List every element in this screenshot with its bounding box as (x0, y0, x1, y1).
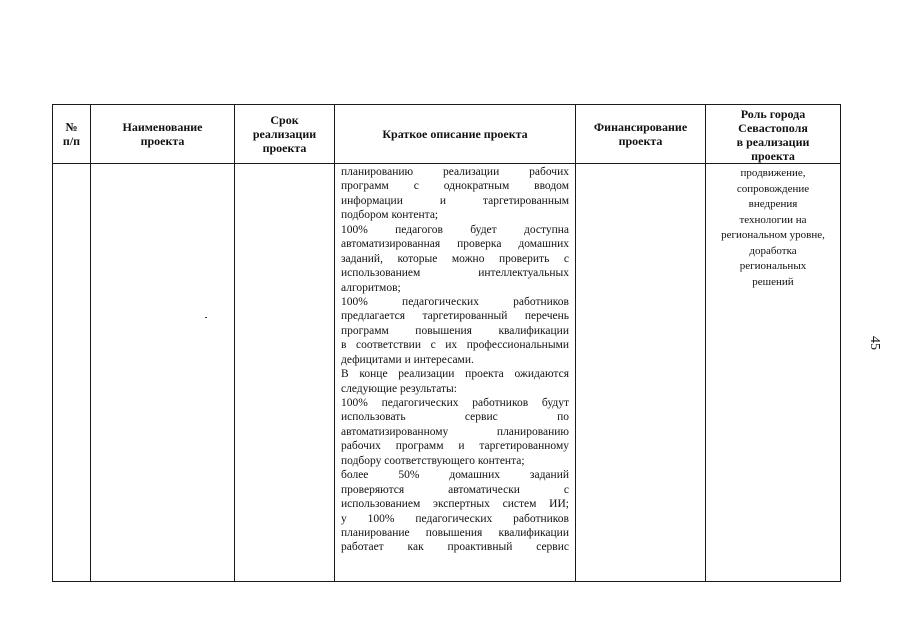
description-line: использованием экспертных систем ИИ; (341, 498, 569, 511)
header-role (706, 105, 841, 164)
table-row (53, 164, 841, 582)
description-line: в соответствии с их профессиональными (341, 339, 569, 352)
role-line: региональных (739, 260, 807, 272)
description-line: алгоритмов; (341, 281, 401, 294)
header-description (335, 105, 576, 164)
description-line: программ с однократным вводом (341, 180, 569, 193)
description-line: программ повышения квалификации (341, 324, 569, 337)
cell-description (335, 164, 576, 582)
header-number-text: № п/п (62, 120, 81, 148)
description-line: рабочих программ и таргетированному (341, 440, 569, 453)
header-project-name (91, 105, 235, 164)
role-line: сопровождение (736, 182, 810, 195)
role-line: доработка (749, 244, 797, 257)
cell-term (235, 164, 335, 582)
scan-speck (205, 317, 207, 318)
description-line: следующие результаты: (341, 382, 457, 395)
description-line: 100% педагогов будет доступна (341, 223, 569, 236)
description-line: автоматизированному планированию (341, 425, 569, 438)
description-line: 100% педагогических работников (341, 295, 569, 308)
header-description-text: Краткое описание проекта (382, 127, 528, 141)
description-line: более 50% домашних заданий (341, 469, 569, 482)
cell-number (53, 164, 91, 582)
header-financing-text: Финансирование проекта (593, 120, 688, 148)
description-line: 100% педагогических работников будут (341, 397, 569, 409)
header-project-name-text: Наименование проекта (122, 120, 203, 148)
description-line: работает как проактивный сервис (341, 541, 569, 554)
project-table (52, 104, 841, 582)
description-line: В конце реализации проекта ожидаются (341, 368, 569, 381)
header-financing (576, 105, 706, 164)
header-term (235, 105, 335, 164)
cell-financing (576, 164, 706, 582)
description-line: планирование повышения квалификации (341, 526, 569, 539)
role-line: решений (752, 275, 794, 288)
description-line: у 100% педагогических работников (341, 512, 569, 525)
cell-project-name (91, 164, 235, 582)
description-line: подбором контента; (341, 209, 439, 222)
description-line: проверяются автоматически с (341, 483, 569, 496)
role-line: внедрения (748, 198, 798, 210)
cell-role (706, 164, 841, 582)
description-line: автоматизированная проверка домашних (341, 238, 569, 251)
page-number: 45 (867, 336, 882, 350)
table-header (53, 105, 841, 164)
description-line: дефицитами и интересами. (341, 353, 474, 366)
description-line: предлагается таргетированный перечень (341, 310, 569, 323)
role-line: региональном уровне, (721, 229, 825, 241)
role-line: продвижение, (740, 167, 806, 179)
description-line: использовать сервис по (341, 411, 569, 424)
header-number (53, 105, 91, 164)
role-line: технологии на (739, 213, 807, 226)
header-term-text: Срок реализации проекта (252, 113, 317, 155)
description-line: заданий, которые можно проверить с (341, 252, 569, 265)
description-line: подбору соответствующего контента; (341, 454, 525, 467)
description-line: планированию реализации рабочих (341, 166, 569, 178)
header-role-text: Роль города Севастополя в реализации проекта (736, 107, 810, 163)
description-line: информации и таргетированным (341, 194, 569, 207)
description-line: использованием интеллектуальных (341, 267, 569, 280)
